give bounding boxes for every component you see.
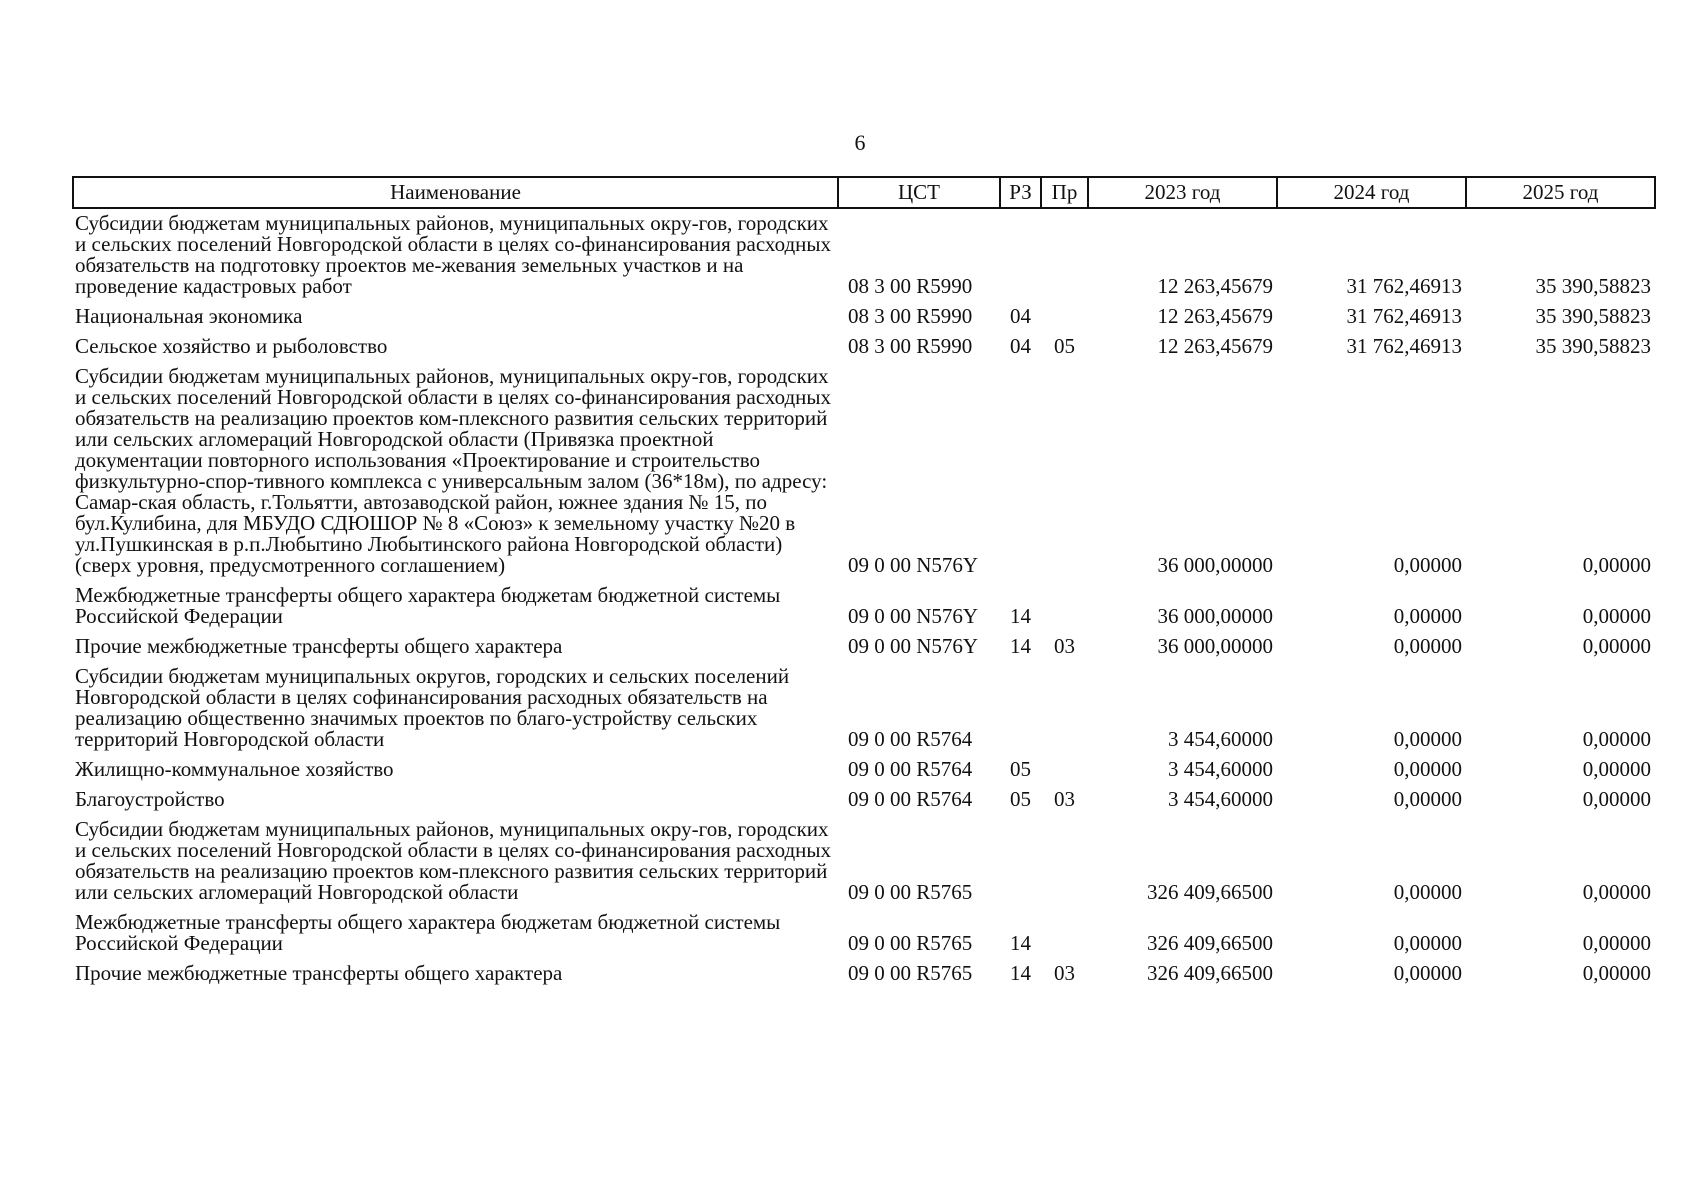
row-cst: 09 0 00 R5765 [848, 961, 973, 985]
header-2025: 2025 год [1466, 177, 1655, 208]
header-2024: 2024 год [1277, 177, 1466, 208]
row-2024: 31 762,46913 [1346, 274, 1462, 298]
row-pr [1041, 755, 1088, 785]
table-header [73, 177, 1655, 208]
row-2023: 326 409,66500 [1147, 961, 1273, 985]
row-rz: 05 [1010, 787, 1031, 811]
table-row [73, 908, 1655, 959]
row-2025: 0,00000 [1582, 961, 1651, 985]
row-name: Прочие межбюджетные трансферты общего характера [75, 634, 563, 658]
row-rz: 14 [1010, 634, 1031, 658]
row-2024: 31 762,46913 [1346, 334, 1462, 358]
table-row [73, 362, 1655, 581]
row-2023: 12 263,45679 [1157, 274, 1273, 298]
row-rz: 04 [1010, 304, 1031, 328]
row-2024: 0,00000 [1393, 961, 1462, 985]
row-2023: 36 000,00000 [1157, 634, 1273, 658]
row-name: Субсидии бюджетам муниципальных округов, городских и сельских поселений Новгородской области в целях софинансирования расходных обязательств на реализацию общественно значимых проектов по благо-устройству сельских территорий Новгородской области [75, 664, 790, 751]
row-rz [1000, 362, 1041, 581]
row-name: Субсидии бюджетам муниципальных районов, муниципальных окру-гов, городских и сельских поселений Новгородской области в целях со-финансирования расходных обязательств на реализацию проектов ком-плексного развития сельских территорий или сельских агломераций Новгородской области (Привязка проектной документации повторного использования «Проектирование и строительство физкультурно-спор-тивного комплекса с универсальным залом (36*18м), по адресу: Самар-ская область, г.Тольятти, автозаводской район, южнее здания № 15, по бул.Кулибина, для МБУДО СДЮШОР № 8 «Союз» к земельному участку №20 в ул.Пушкинская в р.п.Любытино Любытинского района Новгородской области) (сверх уровня, предусмотренного соглашением) [75, 364, 831, 577]
header-name: Наименование [73, 177, 838, 208]
row-name: Жилищно-коммунальное хозяйство [75, 757, 394, 781]
row-2023: 3 454,60000 [1168, 787, 1273, 811]
row-cst: 09 0 00 R5765 [848, 931, 973, 955]
row-rz: 14 [1010, 931, 1031, 955]
row-cst: 09 0 00 R5765 [848, 880, 973, 904]
row-2023: 12 263,45679 [1157, 334, 1273, 358]
row-2024: 0,00000 [1393, 787, 1462, 811]
row-cst: 09 0 00 R5764 [848, 757, 973, 781]
row-2025: 0,00000 [1582, 727, 1651, 751]
row-2025: 0,00000 [1582, 604, 1651, 628]
row-cst: 09 0 00 N576Y [848, 634, 979, 658]
table-row [73, 332, 1655, 362]
table-row [73, 785, 1655, 815]
row-rz: 14 [1010, 961, 1031, 985]
row-name: Межбюджетные трансферты общего характера бюджетам бюджетной системы Российской Федерации [75, 910, 781, 955]
row-2023: 3 454,60000 [1168, 727, 1273, 751]
row-2024: 0,00000 [1393, 553, 1462, 577]
row-2023: 326 409,66500 [1147, 880, 1273, 904]
row-2025: 0,00000 [1582, 931, 1651, 955]
row-2024: 0,00000 [1393, 604, 1462, 628]
row-2023: 36 000,00000 [1157, 604, 1273, 628]
row-name: Прочие межбюджетные трансферты общего характера [75, 961, 563, 985]
row-cst: 09 0 00 N576Y [848, 604, 979, 628]
row-pr [1041, 815, 1088, 908]
table-body [73, 208, 1655, 989]
row-pr [1041, 302, 1088, 332]
row-rz [1000, 662, 1041, 755]
row-2024: 31 762,46913 [1346, 304, 1462, 328]
row-name: Субсидии бюджетам муниципальных районов, муниципальных окру-гов, городских и сельских поселений Новгородской области в целях со-финансирования расходных обязательств на подготовку проектов ме-жевания земельных участков и на проведение кадастровых работ [75, 211, 831, 298]
row-rz [1000, 815, 1041, 908]
row-2023: 12 263,45679 [1157, 304, 1273, 328]
table-row [73, 581, 1655, 632]
row-name: Национальная экономика [75, 304, 303, 328]
header-row [73, 177, 1655, 208]
table-row [73, 632, 1655, 662]
row-pr: 03 [1054, 787, 1075, 811]
row-cst: 09 0 00 R5764 [848, 787, 973, 811]
row-name: Сельское хозяйство и рыболовство [75, 334, 388, 358]
row-2025: 35 390,58823 [1535, 304, 1651, 328]
header-rz: РЗ [1000, 177, 1041, 208]
row-2024: 0,00000 [1393, 757, 1462, 781]
row-2023: 3 454,60000 [1168, 757, 1273, 781]
header-cst: ЦСТ [838, 177, 1000, 208]
table-row [73, 755, 1655, 785]
row-2024: 0,00000 [1393, 634, 1462, 658]
row-pr [1041, 208, 1088, 302]
table-row [73, 302, 1655, 332]
row-name: Субсидии бюджетам муниципальных районов, муниципальных окру-гов, городских и сельских поселений Новгородской области в целях со-финансирования расходных обязательств на реализацию проектов ком-плексного развития сельских территорий или сельских агломераций Новгородской области [75, 817, 831, 904]
row-pr [1041, 581, 1088, 632]
row-rz: 04 [1010, 334, 1031, 358]
row-cst: 08 3 00 R5990 [848, 274, 973, 298]
row-cst: 08 3 00 R5990 [848, 304, 973, 328]
table-row [73, 208, 1655, 302]
header-2023: 2023 год [1088, 177, 1277, 208]
row-pr [1041, 908, 1088, 959]
row-name: Межбюджетные трансферты общего характера бюджетам бюджетной системы Российской Федерации [75, 583, 781, 628]
row-2025: 0,00000 [1582, 634, 1651, 658]
row-2025: 35 390,58823 [1535, 334, 1651, 358]
row-2023: 36 000,00000 [1157, 553, 1273, 577]
header-pr: Пр [1041, 177, 1088, 208]
row-2025: 0,00000 [1582, 787, 1651, 811]
row-2025: 0,00000 [1582, 880, 1651, 904]
row-rz [1000, 208, 1041, 302]
table-row [73, 959, 1655, 989]
table-row [73, 662, 1655, 755]
row-2025: 35 390,58823 [1535, 274, 1651, 298]
row-name: Благоустройство [75, 787, 225, 811]
row-rz: 05 [1010, 757, 1031, 781]
row-pr: 05 [1054, 334, 1075, 358]
row-2024: 0,00000 [1393, 931, 1462, 955]
row-pr [1041, 662, 1088, 755]
row-2023: 326 409,66500 [1147, 931, 1273, 955]
budget-table [72, 176, 1656, 989]
row-rz: 14 [1010, 604, 1031, 628]
row-2024: 0,00000 [1393, 880, 1462, 904]
row-cst: 09 0 00 N576Y [848, 553, 979, 577]
row-pr: 03 [1054, 634, 1075, 658]
table-row [73, 815, 1655, 908]
row-2024: 0,00000 [1393, 727, 1462, 751]
row-cst: 09 0 00 R5764 [848, 727, 973, 751]
row-pr [1041, 362, 1088, 581]
row-pr: 03 [1054, 961, 1075, 985]
row-2025: 0,00000 [1582, 757, 1651, 781]
row-cst: 08 3 00 R5990 [848, 334, 973, 358]
page-number: 6 [854, 130, 866, 155]
row-2025: 0,00000 [1582, 553, 1651, 577]
